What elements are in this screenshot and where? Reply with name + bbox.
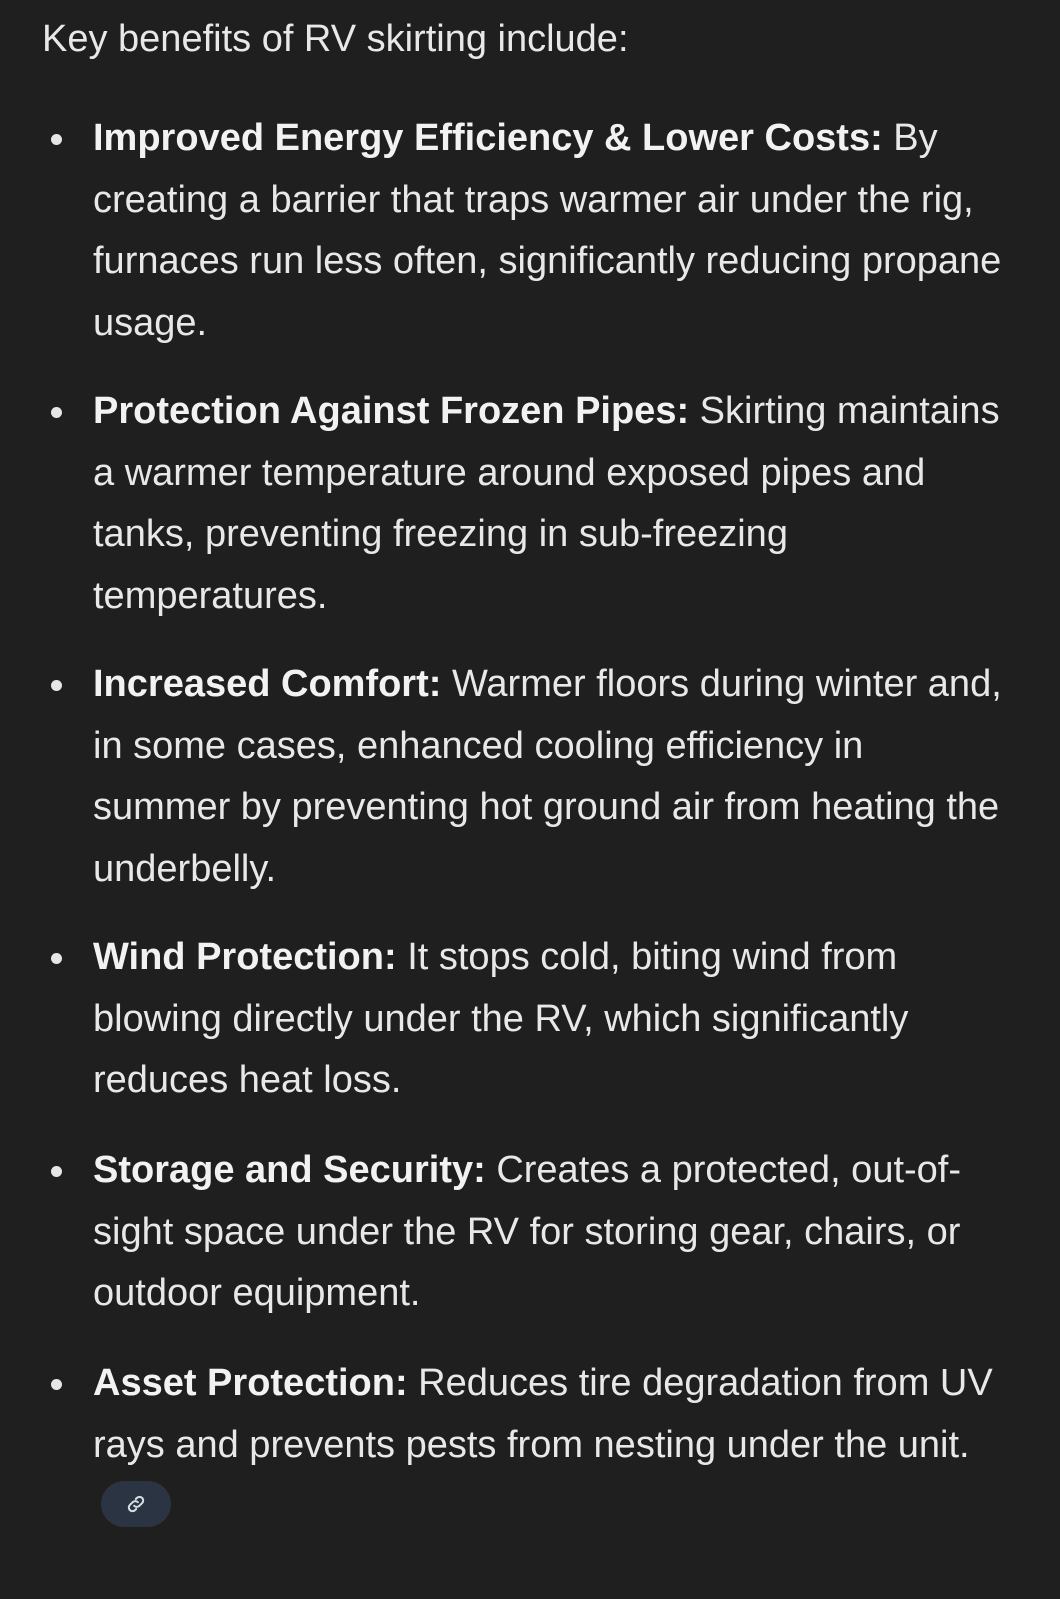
list-item-heading: Wind Protection: <box>93 936 397 978</box>
list-item-heading: Improved Energy Efficiency & Lower Costs: <box>93 117 883 159</box>
source-link-button[interactable] <box>101 1481 171 1527</box>
list-item-body: Warmer floors during winter and, in some cases, enhanced cooling efficiency in summer by preventing hot ground air from heating the underbelly. <box>93 663 1002 890</box>
list-item-text <box>93 1140 1008 1325</box>
list-item-heading: Protection Against Frozen Pipes: <box>93 390 690 432</box>
bullet-dot <box>51 680 62 691</box>
list-item-text <box>93 108 1008 354</box>
bullet-dot <box>51 1379 62 1390</box>
bullet-dot <box>51 407 62 418</box>
bullet-dot <box>51 1166 62 1177</box>
list-item-text <box>93 381 1008 627</box>
list-item-body: Skirting maintains a warmer temperature around exposed pipes and tanks, preventing freezing in sub-freezing temperatures. <box>93 390 1000 617</box>
list-item-body: Creates a protected, out-of-sight space under the RV for storing gear, chairs, or outdoor equipment. <box>93 1149 962 1314</box>
list-item-heading: Asset Protection: <box>93 1362 408 1404</box>
list-item-body: It stops cold, biting wind from blowing directly under the RV, which significantly reduces heat loss. <box>93 936 909 1101</box>
list-item-body: Reduces tire degradation from UV rays and prevents pests from nesting under the unit. <box>93 1362 993 1466</box>
list-item-text <box>93 1353 1008 1538</box>
list-item-text <box>93 927 1008 1112</box>
list-item-text <box>93 654 1008 900</box>
intro-text: Key benefits of RV skirting include: <box>42 18 629 60</box>
bullet-dot <box>51 134 62 145</box>
bullet-dot <box>51 953 62 964</box>
list-item-body: By creating a barrier that traps warmer air under the rig, furnaces run less often, significantly reducing propane usage. <box>93 117 1002 344</box>
list-item-heading: Storage and Security: <box>93 1149 486 1191</box>
link-icon <box>125 1493 147 1515</box>
list-item-heading: Increased Comfort: <box>93 663 442 705</box>
